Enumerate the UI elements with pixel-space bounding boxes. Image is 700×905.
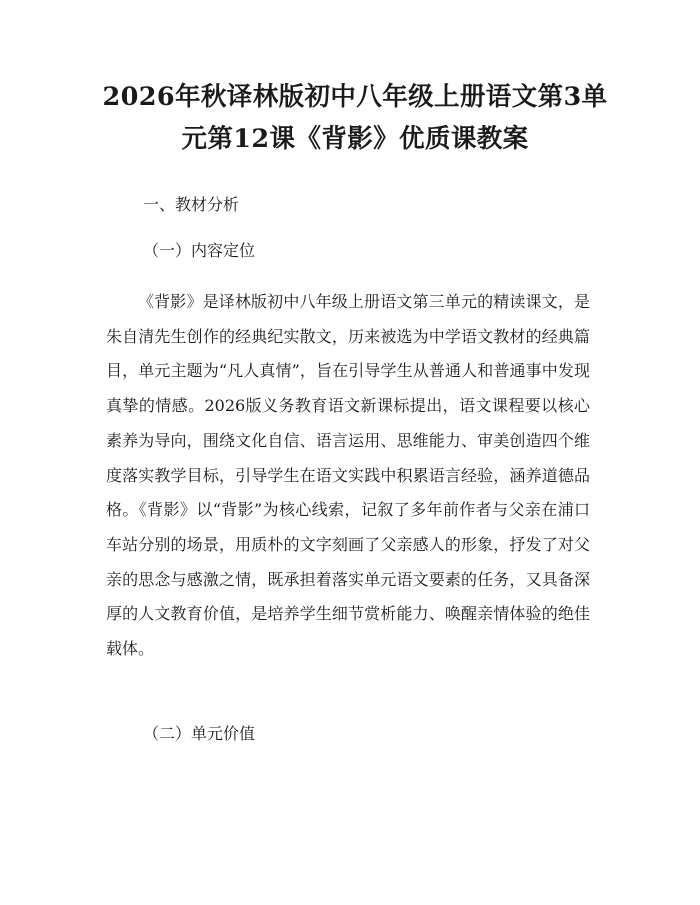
section-heading-materials-analysis: 一、教材分析 xyxy=(143,195,240,214)
subsection-heading-content-positioning: （一）内容定位 xyxy=(143,241,256,260)
subsection-heading-unit-value: （二）单元价值 xyxy=(143,724,256,743)
page-title: 2026年秋译林版初中八年级上册语文第3单元第12课《背影》优质课教案 xyxy=(102,82,608,154)
body-paragraph: 《背影》是译林版初中八年级上册语文第三单元的精读课文，是朱自清先生创作的经典纪实散文，历来被选为中学语文教材的经典篇目，单元主题为“凡人真情”，旨在引导学生从普通人和普通事中发现真挚的情感。2026版义务教育语文新课标提出，语文课程要以核心素养为导向，围绕文化自信、语言运用、思维能力、审美创造四个维度落实教学目标，引导学生在语文实践中积累语言经验，涵养道德品格。《背影》以“背影”为核心线索，记叙了多年前作者与父亲在浦口车站分别的场景，用质朴的文字刻画了父亲感人的形象，抒发了对父亲的思念与感激之情，既承担着落实单元语文要素的任务，又具备深厚的人文教育价值，是培养学生细节赏析能力、唤醒亲情体验的绝佳载体。 xyxy=(106,292,590,659)
